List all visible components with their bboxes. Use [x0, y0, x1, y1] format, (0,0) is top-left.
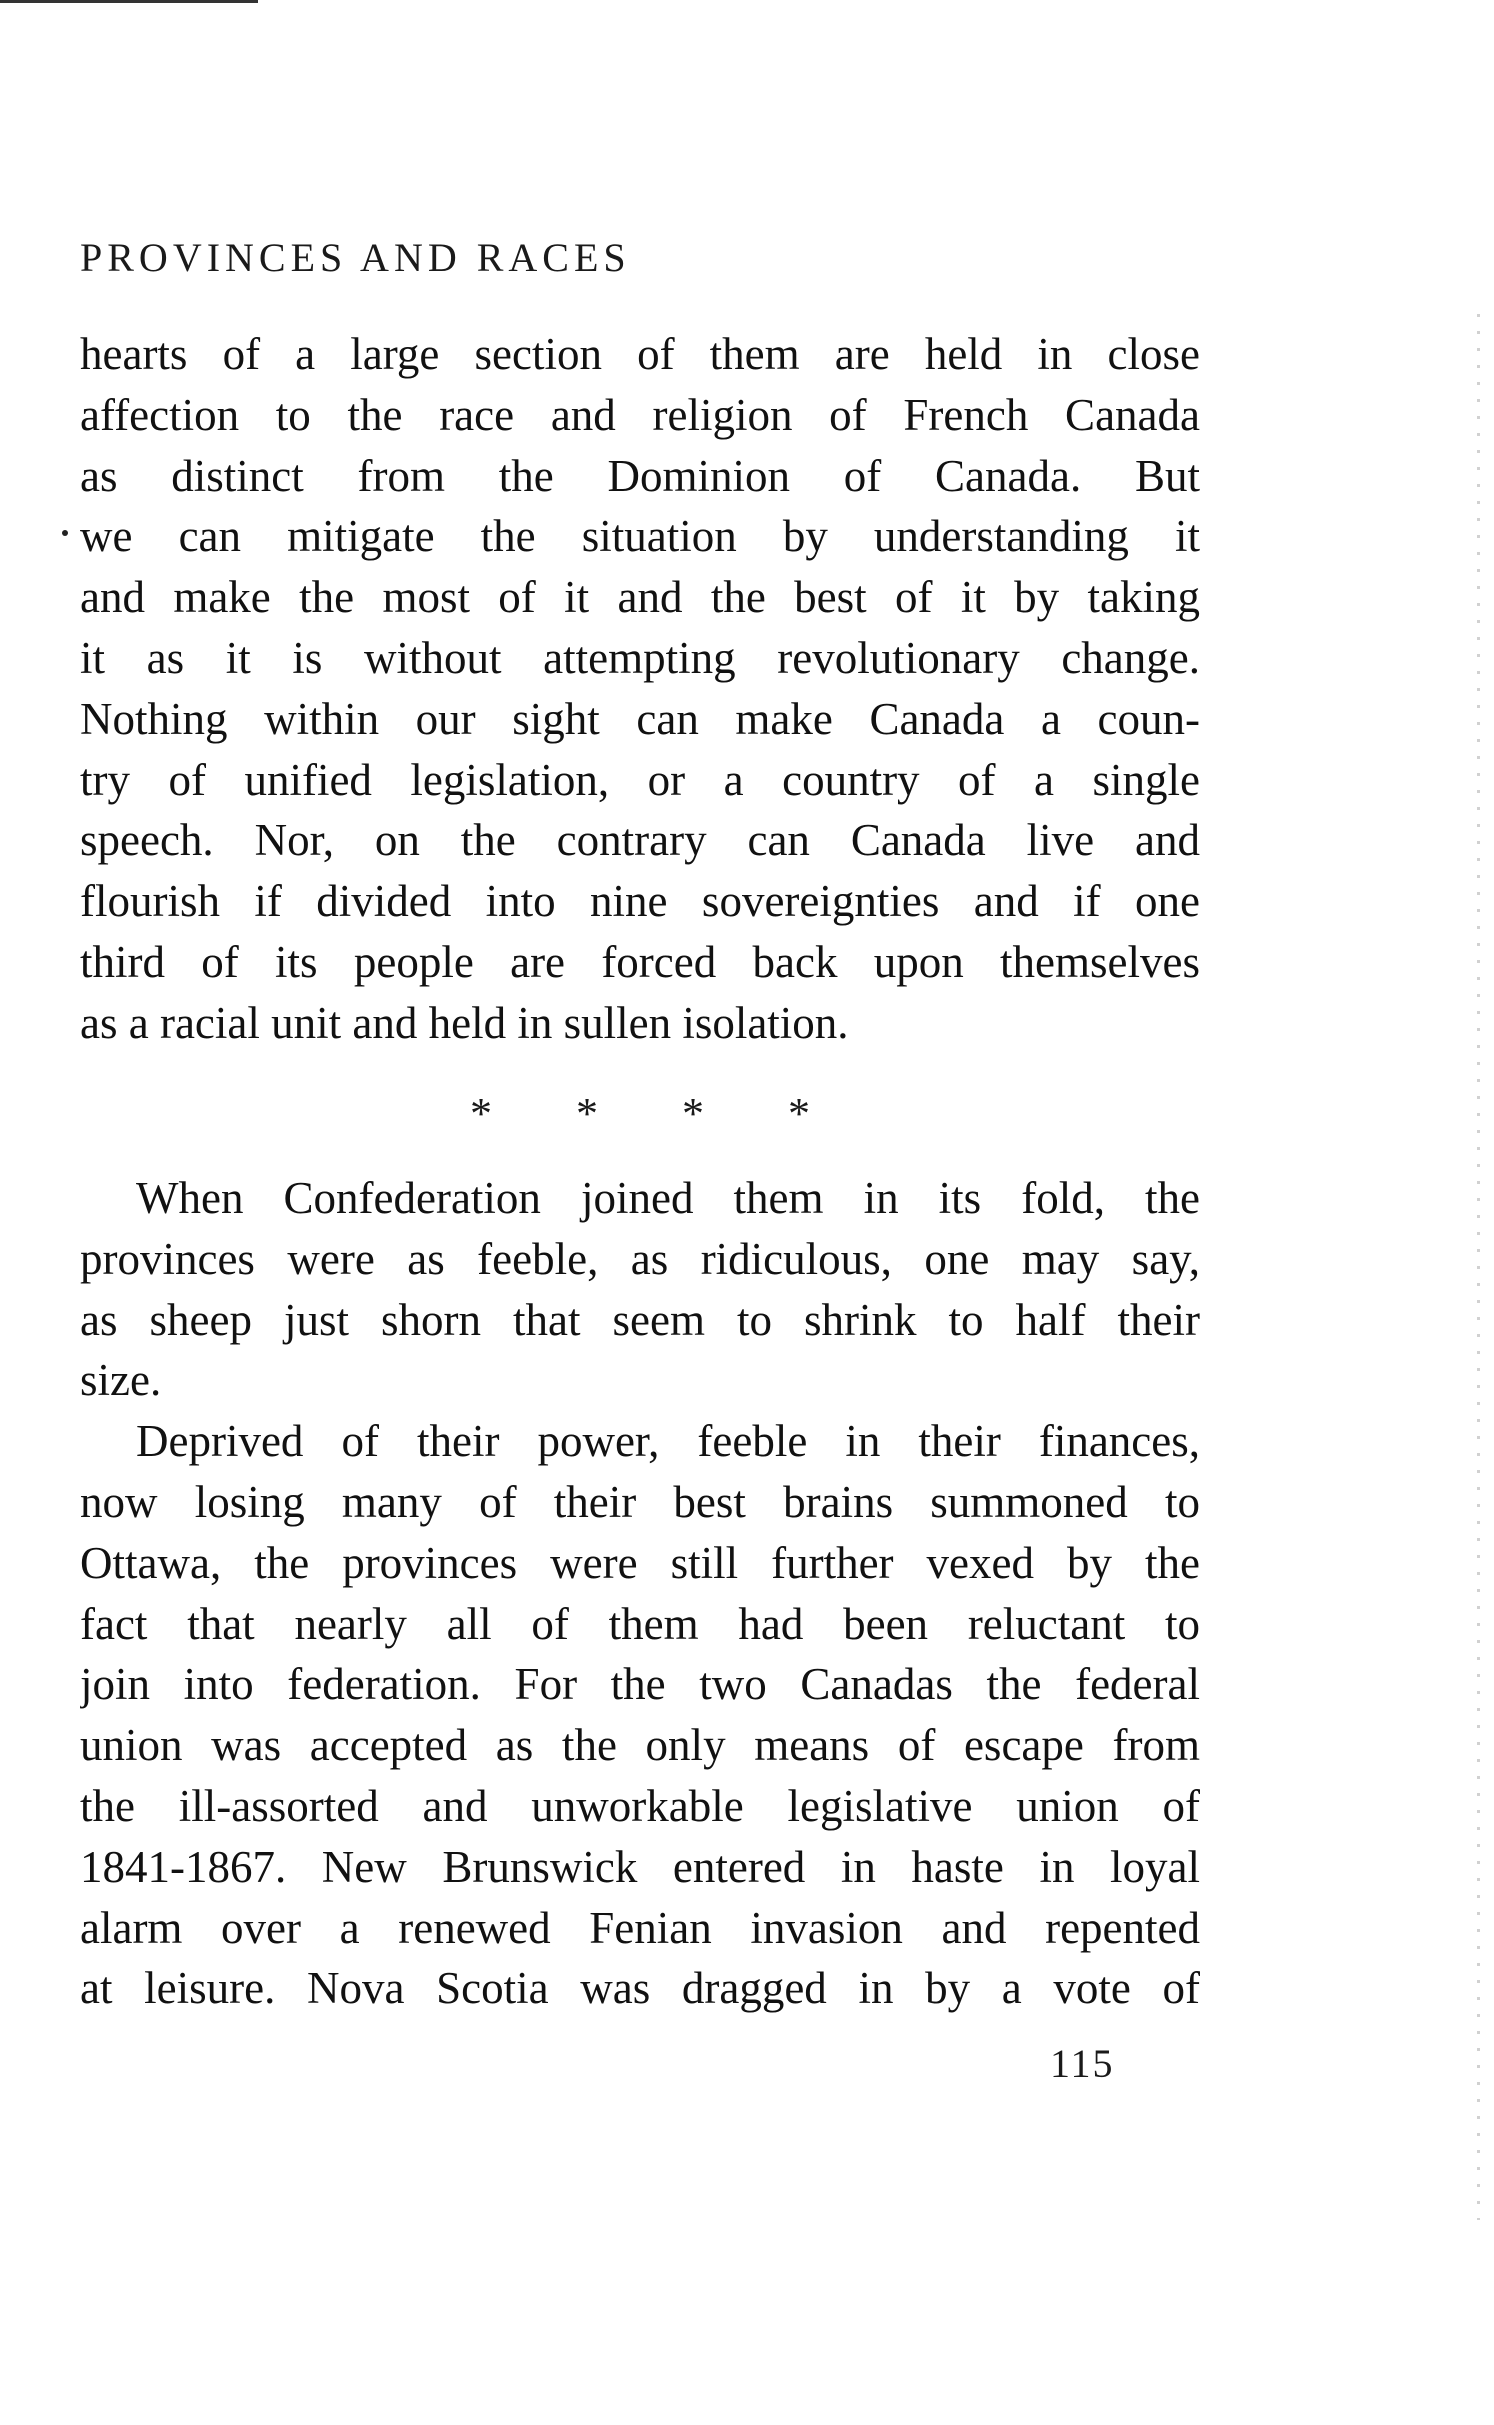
asterisk: * — [788, 1089, 810, 1138]
paragraph-1 — [80, 324, 1200, 1054]
margin-mark — [62, 530, 68, 536]
text-line: size. — [80, 1355, 162, 1406]
text-line: hearts of a large section of them are held in close — [80, 329, 1200, 379]
text-line: speech. Nor, on the contrary can Canada live and — [80, 815, 1200, 866]
text-line: join into federation. For the two Canadas the federal — [80, 1659, 1200, 1710]
text-line: fact that nearly all of them had been reluctant to — [80, 1598, 1200, 1649]
text-line: now losing many of their best brains summoned to — [80, 1476, 1200, 1527]
text-line: as a racial unit and held in sullen isolation. — [80, 997, 849, 1048]
section-break — [470, 1088, 810, 1139]
text-line: flourish if divided into nine sovereignties and if one — [80, 876, 1200, 927]
text-line: 1841-1867. New Brunswick entered in haste in loyal — [80, 1841, 1200, 1892]
text-line: Ottawa, the provinces were still further vexed by the — [80, 1537, 1200, 1588]
text-line: try of unified legislation, or a country of a single — [80, 754, 1200, 805]
text-line: Deprived of their power, feeble in their finances, — [136, 1416, 1200, 1467]
text-line: and make the most of it and the best of it by taking — [80, 572, 1200, 623]
text-line: it as it is without attempting revolutionary change. — [80, 632, 1200, 683]
text-line: provinces were as feeble, as ridiculous, one may say, — [80, 1233, 1200, 1284]
text-line: Nothing within our sight can make Canada a coun- — [80, 693, 1200, 744]
text-line: as sheep just shorn that seem to shrink to half their — [80, 1294, 1200, 1345]
asterisk: * — [576, 1089, 598, 1138]
page-number: 115 — [1050, 2041, 1115, 2086]
top-rule — [0, 0, 258, 3]
text-line: When Confederation joined them in its fold, the — [136, 1173, 1200, 1223]
text-line: union was accepted as the only means of escape from — [80, 1720, 1200, 1771]
text-line: affection to the race and religion of French Canada — [80, 389, 1200, 440]
text-line: the ill-assorted and unworkable legislative union of — [80, 1780, 1200, 1831]
page-edge-scan-marks — [1477, 300, 1480, 2220]
text-line: at leisure. Nova Scotia was dragged in by a vote of — [80, 1963, 1200, 2014]
asterisk: * — [470, 1089, 492, 1138]
text-line: we can mitigate the situation by understanding it — [80, 511, 1200, 562]
paragraphs-2-3 — [80, 1168, 1200, 2019]
text-line: third of its people are forced back upon themselves — [80, 936, 1200, 987]
asterisk: * — [682, 1089, 704, 1138]
running-head: PROVINCES AND RACES — [80, 235, 631, 280]
text-line: as distinct from the Dominion of Canada. But — [80, 450, 1200, 501]
text-line: alarm over a renewed Fenian invasion and repented — [80, 1902, 1200, 1953]
